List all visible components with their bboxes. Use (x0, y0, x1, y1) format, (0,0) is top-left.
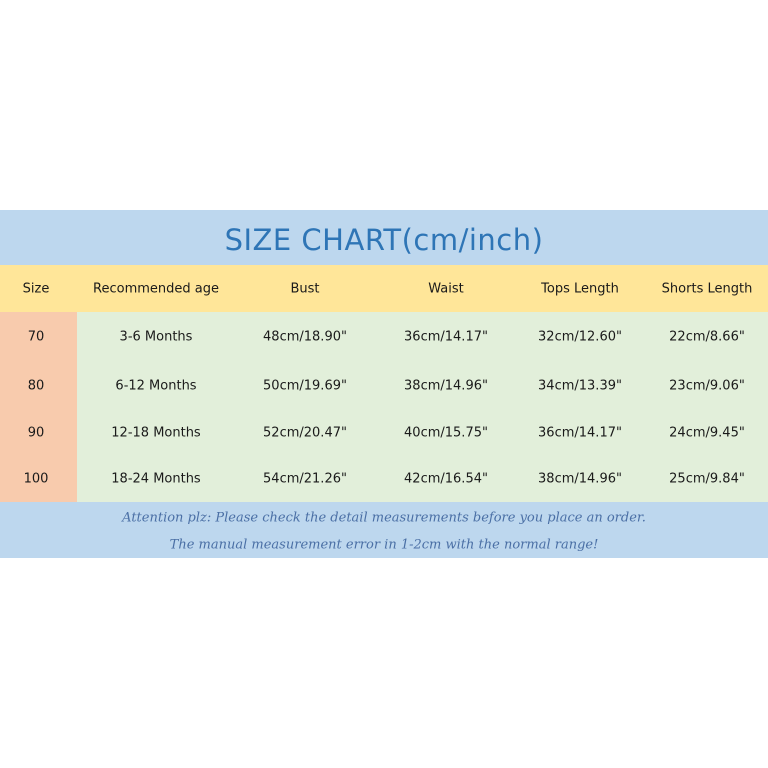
age-cell: 3-6 Months (119, 329, 193, 345)
tops-length-cell: 36cm/14.17" (538, 425, 622, 441)
header-tops-length: Tops Length (541, 281, 619, 297)
waist-cell: 36cm/14.17" (404, 329, 488, 345)
waist-cell: 42cm/16.54" (404, 471, 488, 487)
tops-length-cell: 34cm/13.39" (538, 378, 622, 394)
size-chart (0, 210, 768, 558)
attention-note: Attention plz: Please check the detail measurements before you place an order. (122, 510, 646, 526)
title-band (0, 210, 768, 265)
chart-title: SIZE CHART(cm/inch) (224, 222, 544, 257)
header-row (0, 265, 768, 312)
age-cell: 18-24 Months (111, 471, 201, 487)
size-cell: 80 (27, 378, 45, 394)
bust-cell: 52cm/20.47" (263, 425, 347, 441)
bust-cell: 54cm/21.26" (263, 471, 347, 487)
footer-notes (0, 502, 768, 558)
header-size: Size (22, 281, 50, 297)
header-bust: Bust (290, 281, 320, 297)
shorts-length-cell: 24cm/9.45" (669, 425, 745, 441)
age-cell: 12-18 Months (111, 425, 201, 441)
measurement-error-note: The manual measurement error in 1-2cm with the normal range! (169, 537, 599, 553)
bust-cell: 48cm/18.90" (263, 329, 347, 345)
header-recommended-age: Recommended age (93, 281, 219, 297)
tops-length-cell: 38cm/14.96" (538, 471, 622, 487)
size-cell: 70 (27, 329, 45, 345)
shorts-length-cell: 22cm/8.66" (669, 329, 745, 345)
bust-cell: 50cm/19.69" (263, 378, 347, 394)
waist-cell: 38cm/14.96" (404, 378, 488, 394)
header-shorts-length: Shorts Length (661, 281, 753, 297)
age-cell: 6-12 Months (115, 378, 197, 394)
shorts-length-cell: 23cm/9.06" (669, 378, 745, 394)
shorts-length-cell: 25cm/9.84" (669, 471, 745, 487)
size-cell: 100 (23, 471, 49, 487)
size-cell: 90 (27, 425, 45, 441)
waist-cell: 40cm/15.75" (404, 425, 488, 441)
header-waist: Waist (428, 281, 464, 297)
tops-length-cell: 32cm/12.60" (538, 329, 622, 345)
